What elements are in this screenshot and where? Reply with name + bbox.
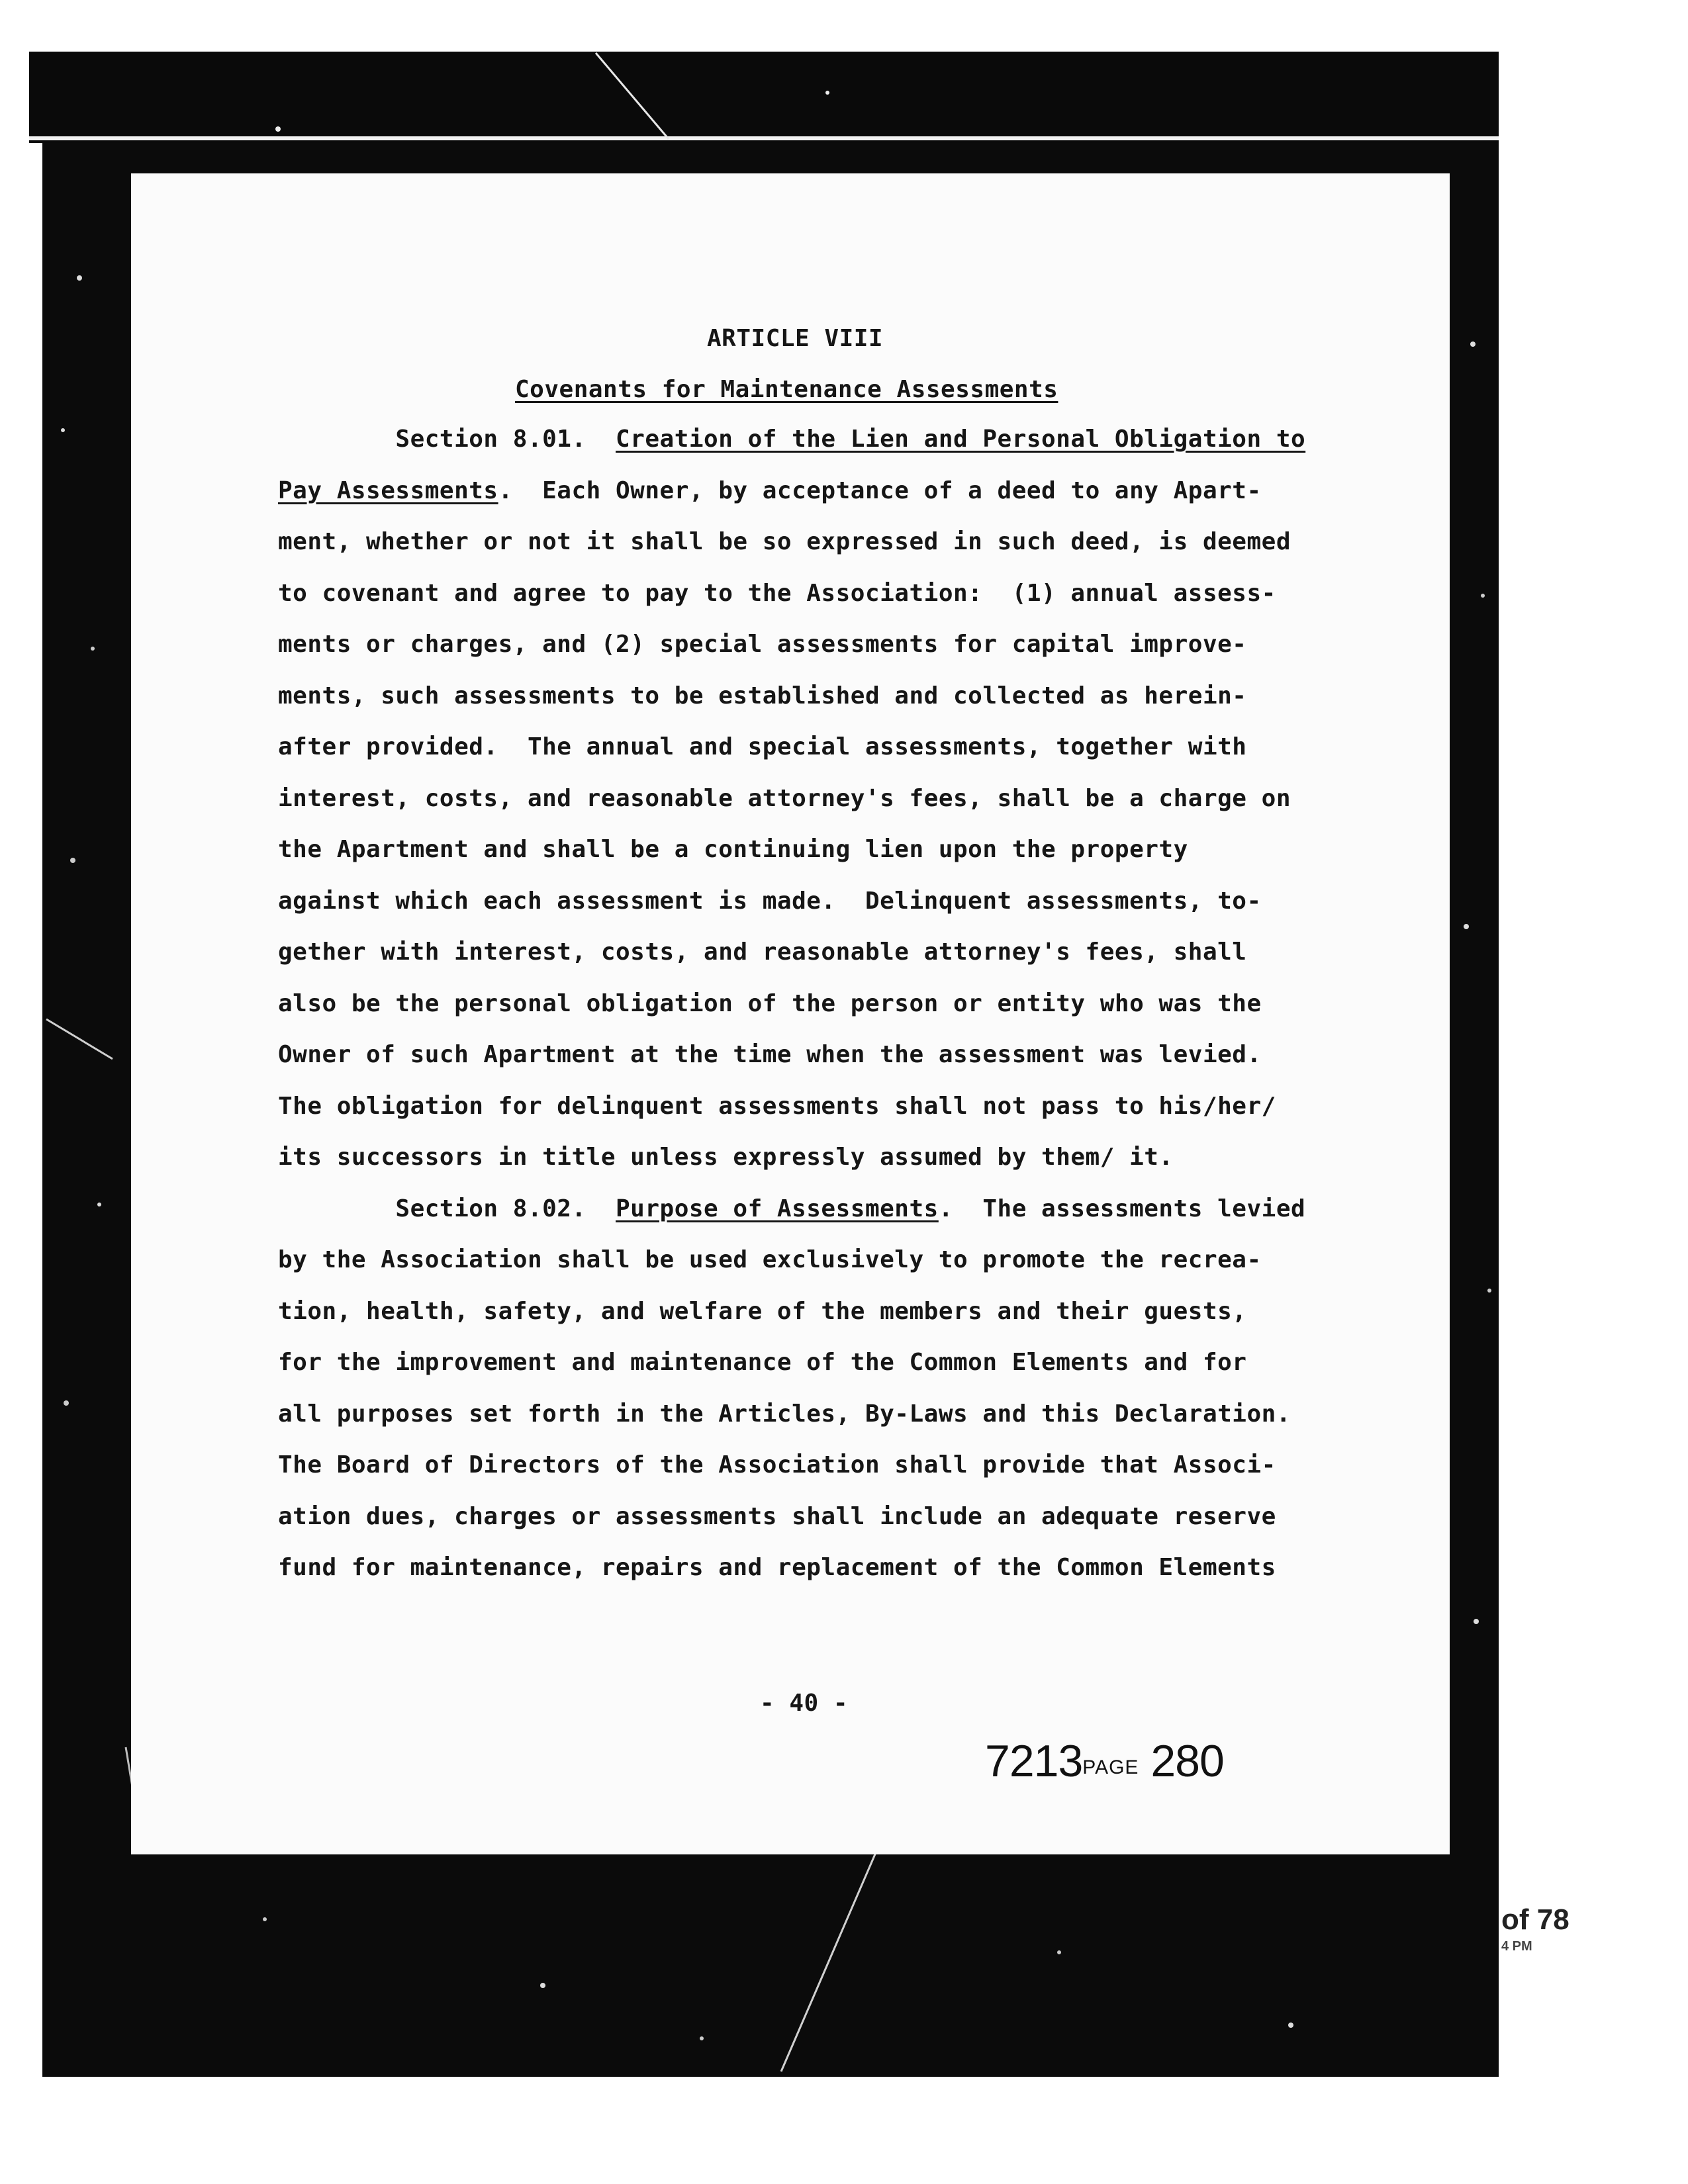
body-line [278, 733, 1246, 762]
scan-top-band [29, 52, 1499, 143]
body-line [278, 1040, 1262, 1069]
line-text: . The assessments levied [938, 1195, 1306, 1222]
line-text: ments, such assessments to be established and collected as herein- [278, 682, 1247, 709]
body-line [278, 1451, 1276, 1480]
line-text: all purposes set forth in the Articles, By-Laws and this Declaration. [278, 1400, 1291, 1428]
line-text: after provided. The annual and special assessments, together with [278, 733, 1247, 760]
body-line [278, 835, 1188, 864]
body-line [278, 477, 1262, 506]
line-text: interest, costs, and reasonable attorney's fees, shall be a charge on [278, 784, 1291, 812]
article-heading: ARTICLE VIII [707, 325, 884, 352]
document-page [131, 173, 1450, 1854]
line-text: the Apartment and shall be a continuing lien upon the property [278, 836, 1188, 863]
body-line [278, 1502, 1276, 1531]
book-page-number: 280 [1150, 1736, 1224, 1786]
line-text: Section 8.01. [278, 426, 616, 453]
line-text: to covenant and agree to pay to the Association: (1) annual assess- [278, 579, 1276, 607]
line-text: The obligation for delinquent assessments shall not pass to his/her/ [278, 1092, 1276, 1120]
print-time-text: 4 PM [1501, 1939, 1532, 1954]
body-line [278, 1143, 1174, 1172]
book-page-reference [985, 1735, 1224, 1787]
book-number: 7213 [985, 1736, 1083, 1786]
body-line [278, 579, 1276, 608]
line-text: gether with interest, costs, and reasonable attorney's fees, shall [278, 938, 1247, 966]
body-line [278, 1400, 1291, 1429]
body-line [278, 989, 1262, 1019]
body-line [278, 887, 1262, 916]
page-number: - 40 - [760, 1690, 849, 1717]
body-line [278, 682, 1246, 711]
line-text: its successors in title unless expressly assumed by them/ it. [278, 1144, 1174, 1171]
line-text: Section 8.02. [278, 1195, 616, 1222]
line-text: by the Association shall be used exclusively to promote the recrea- [278, 1246, 1262, 1273]
body-line [278, 1297, 1246, 1326]
page-count-text: of 78 [1501, 1903, 1570, 1936]
section-title: Purpose of Assessments [616, 1195, 939, 1222]
line-text: ation dues, charges or assessments shall include an adequate reserve [278, 1502, 1276, 1530]
body-line [278, 1246, 1262, 1275]
body-line [278, 1348, 1246, 1377]
line-text: also be the personal obligation of the person or entity who was the [278, 989, 1262, 1017]
line-text: tion, health, safety, and welfare of the members and their guests, [278, 1297, 1247, 1325]
line-text: fund for maintenance, repairs and replacement of the Common Elements [278, 1554, 1276, 1581]
line-text: ment, whether or not it shall be so expressed in such deed, is deemed [278, 528, 1291, 555]
section-title: Creation of the Lien and Personal Obligation to [616, 426, 1306, 453]
line-text: against which each assessment is made. Delinquent assessments, to- [278, 887, 1262, 915]
body-line [278, 1092, 1276, 1121]
body-line [278, 1195, 1305, 1224]
line-text: for the improvement and maintenance of the Common Elements and for [278, 1349, 1247, 1376]
line-text: Owner of such Apartment at the time when the assessment was levied. [278, 1041, 1262, 1068]
line-text: ments or charges, and (2) special assessments for capital improve- [278, 631, 1247, 658]
line-text: The Board of Directors of the Association shall provide that Associ- [278, 1451, 1276, 1479]
body-line [278, 938, 1246, 967]
body-line [278, 630, 1246, 659]
section-title: Pay Assessments [278, 477, 498, 504]
article-subheading: Covenants for Maintenance Assessments [515, 376, 1058, 403]
scan-top-band-edge [29, 136, 1499, 140]
body-line [278, 527, 1291, 557]
body-line [278, 1553, 1276, 1582]
body-line [278, 425, 1305, 454]
body-line [278, 784, 1291, 813]
page-label: PAGE [1082, 1756, 1139, 1778]
line-text: . Each Owner, by acceptance of a deed to any Apart- [498, 477, 1262, 504]
